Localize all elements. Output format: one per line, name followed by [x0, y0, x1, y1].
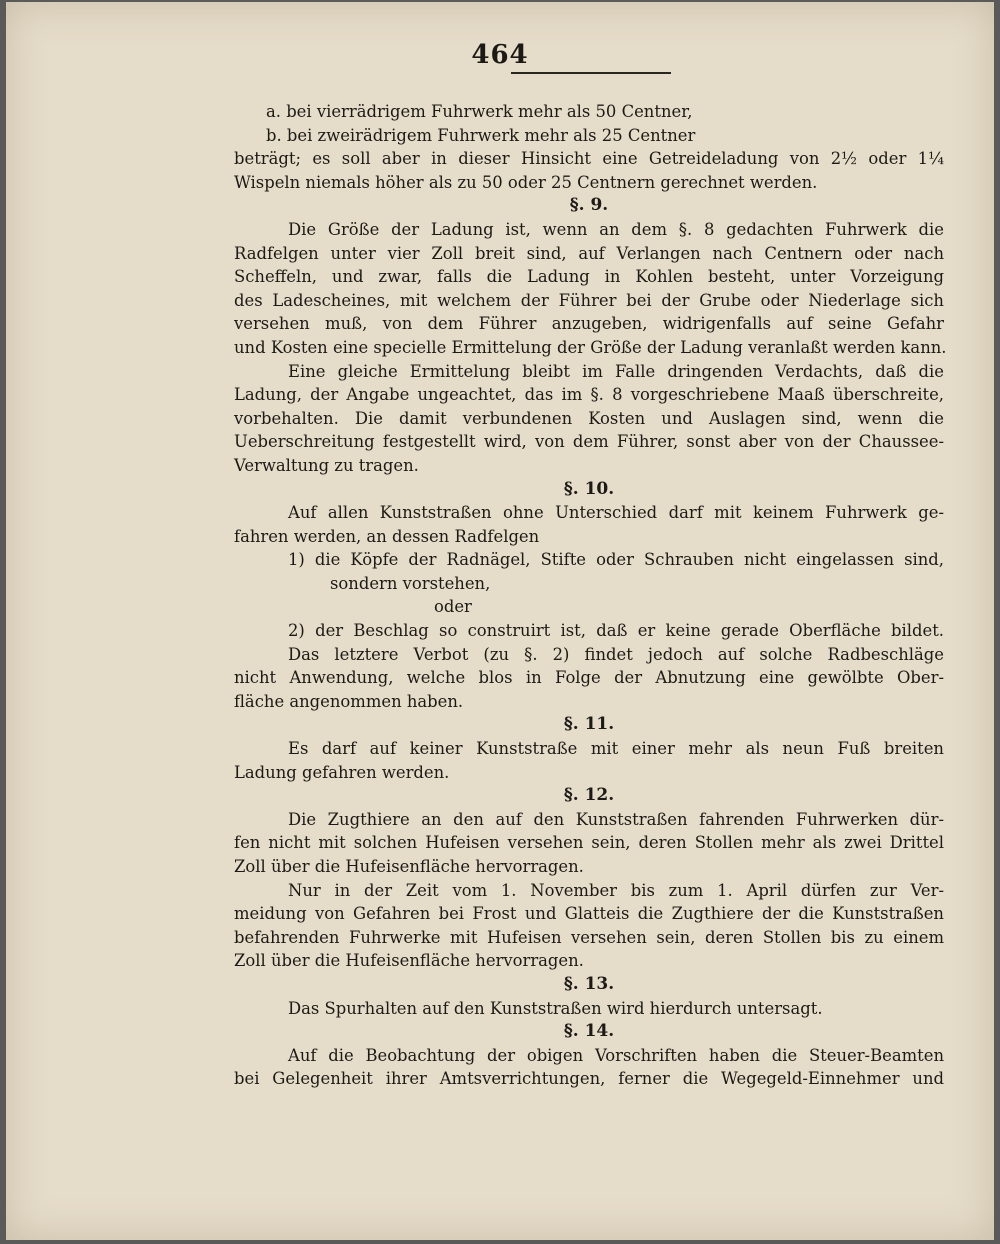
text-line: Die Zugthiere an den auf den Kunststraßen fahrenden Fuhrwerken dür- [288, 809, 944, 829]
text-line: a. bei vierrädrigem Fuhrwerk mehr als 50 Centner, [266, 102, 693, 121]
text-line: fen nicht mit solchen Hufeisen versehen sein, deren Stollen mehr als zwei Drittel [234, 833, 944, 853]
text-line: versehen muß, von dem Führer anzugeben, widrigenfalls auf seine Gefahr [234, 314, 944, 334]
text-line: nicht Anwendung, welche blos in Folge der Abnutzung eine gewölbte Ober- [234, 668, 944, 688]
document-page [6, 2, 994, 1240]
page-number: 464 [471, 40, 529, 70]
text-line: Nur in der Zeit vom 1. November bis zum 1. April dürfen zur Ver- [288, 880, 944, 900]
text-line: befahrenden Fuhrwerke mit Hufeisen versehen sein, deren Stollen bis zu einem [234, 927, 944, 947]
text-line: Scheffeln, und zwar, falls die Ladung in Kohlen besteht, unter Vorzeigung [234, 267, 944, 287]
text-line: Ladung, der Angabe ungeachtet, das im §. 8 vorgeschriebene Maaß überschreite, [234, 385, 944, 405]
section-heading: §. 13. [563, 973, 615, 994]
text-line: Das Spurhalten auf den Kunststraßen wird hierdurch untersagt. [288, 998, 823, 1018]
text-line: des Ladescheines, mit welchem der Führer bei der Grube oder Niederlage sich [234, 290, 944, 310]
section-heading: §. 12. [563, 785, 615, 806]
text-line: Zoll über die Hufeisenfläche hervorragen. [234, 951, 584, 971]
text-line: Die Größe der Ladung ist, wenn an dem §. 8 gedachten Fuhrwerk die [288, 219, 944, 239]
text-line: Es darf auf keiner Kunststraße mit einer mehr als neun Fuß breiten [288, 739, 944, 759]
text-line: vorbehalten. Die damit verbundenen Kosten und Auslagen sind, wenn die [234, 408, 944, 428]
text-line: Radfelgen unter vier Zoll breit sind, auf Verlangen nach Centnern oder nach [234, 243, 944, 263]
text-line: Auf die Beobachtung der obigen Vorschriften haben die Steuer-Beamten [288, 1045, 944, 1065]
page-body [234, 100, 947, 1091]
text-line: b. bei zweirädrigem Fuhrwerk mehr als 25 Centner [266, 125, 696, 145]
section-heading: §. 11. [563, 714, 615, 735]
header-rule [511, 72, 671, 74]
text-line: Ueberschreitung festgestellt wird, von dem Führer, sonst aber von der Chaussee- [234, 432, 944, 452]
text-line: Verwaltung zu tragen. [234, 455, 419, 475]
text-line: meidung von Gefahren bei Frost und Glatteis die Zugthiere der die Kunststraßen [234, 904, 944, 924]
text-line: Das letztere Verbot (zu §. 2) findet jedoch auf solche Radbeschläge [288, 644, 944, 664]
text-line: Ladung gefahren werden. [234, 762, 450, 782]
text-line: 2) der Beschlag so construirt ist, daß er keine gerade Oberfläche bildet. [288, 621, 944, 641]
section-heading: §. 10. [563, 478, 615, 499]
text-line: sondern vorstehen, [330, 573, 491, 593]
text-line: Auf allen Kunststraßen ohne Unterschied darf mit keinem Fuhrwerk ge- [288, 503, 944, 523]
text-line: beträgt; es soll aber in dieser Hinsicht eine Getreideladung von 2½ oder 1¼ [234, 149, 944, 169]
text-line: fahren werden, an dessen Radfelgen [234, 526, 540, 546]
text-line: und Kosten eine specielle Ermittelung der Größe der Ladung veranlaßt werden kann. [234, 337, 947, 357]
text-line: 1) die Köpfe der Radnägel, Stifte oder Schrauben nicht eingelassen sind, [288, 550, 944, 570]
section-heading: §. 14. [563, 1021, 615, 1042]
section-heading: §. 9. [569, 195, 609, 216]
text-line: bei Gelegenheit ihrer Amtsverrichtungen, ferner die Wegegeld-Einnehmer und [234, 1069, 944, 1089]
text-line: oder [434, 597, 472, 617]
text-line: fläche angenommen haben. [234, 691, 464, 711]
text-line: Wispeln niemals höher als zu 50 oder 25 Centnern gerechnet werden. [234, 172, 818, 192]
text-line: Eine gleiche Ermittelung bleibt im Falle dringenden Verdachts, daß die [288, 361, 944, 381]
text-line: Zoll über die Hufeisenfläche hervorragen. [234, 857, 584, 876]
